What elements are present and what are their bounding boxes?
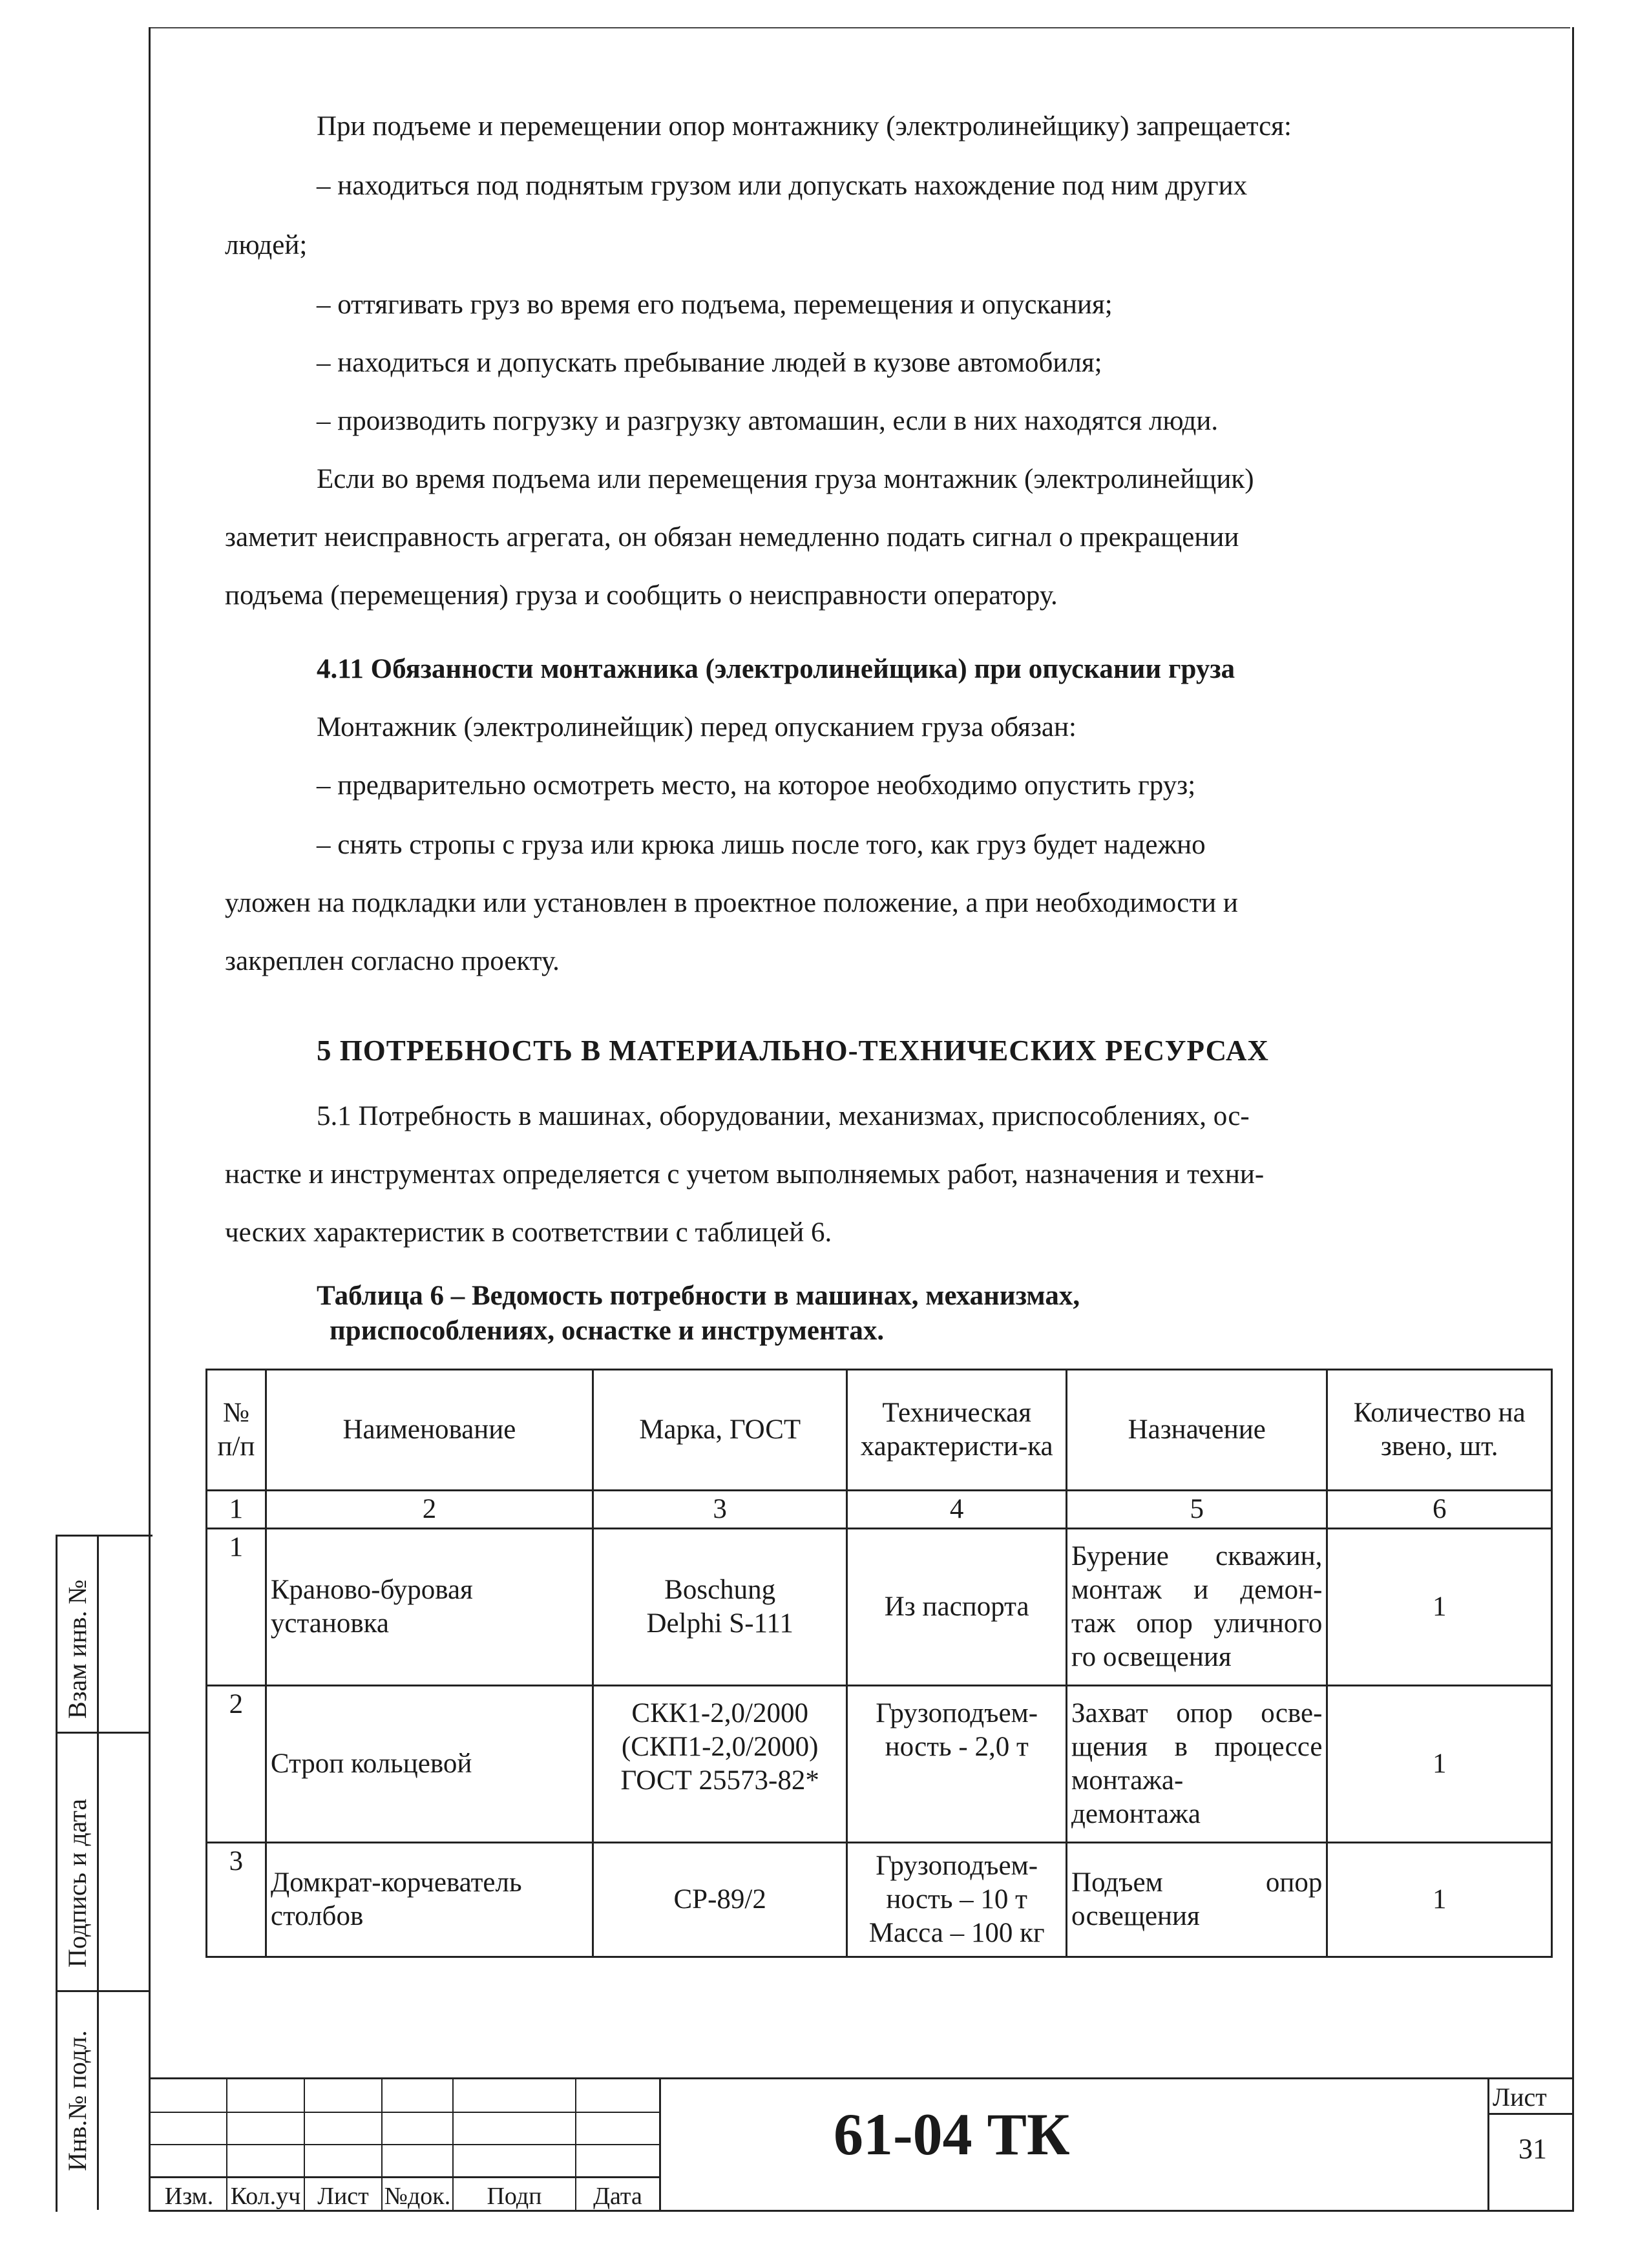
purpose-line: монтажа-	[1071, 1765, 1184, 1796]
list-item: – находиться под поднятым грузом или допускать нахождение под ним других	[317, 171, 1248, 201]
col-kol-uch: Кол.уч	[230, 2183, 301, 2210]
row-qty: 1	[1327, 1529, 1552, 1686]
paragraph-continuation: закреплен согласно проекту.	[225, 946, 560, 976]
header-cell: Назначение	[1067, 1370, 1327, 1491]
section-heading: 4.11 Обязанности монтажника (электролинейщика) при опускании груза	[317, 654, 1235, 684]
row-tech	[847, 1686, 1067, 1843]
purpose-line: го освещения	[1071, 1642, 1232, 1672]
column-number: 5	[1067, 1491, 1327, 1529]
list-item: – предварительно осмотреть место, на которое необходимо опустить груз;	[317, 770, 1196, 801]
paragraph-continuation: заметит неисправность агрегата, он обязан немедленно подать сигнал о прекращении	[225, 522, 1239, 552]
chapter-heading: 5 ПОТРЕБНОСТЬ В МАТЕРИАЛЬНО-ТЕХНИЧЕСКИХ РЕСУРСАХ	[317, 1034, 1269, 1067]
tech-line: ность – 10 т	[886, 1884, 1027, 1915]
column-number: 2	[266, 1491, 593, 1529]
side-stamp-rule	[56, 1990, 151, 1992]
brand-line: (СКП1-2,0/2000)	[621, 1732, 819, 1762]
table-caption: Таблица 6 – Ведомость потребности в машинах, механизмах,	[317, 1281, 1080, 1311]
paragraph-continuation: уложен на подкладки или установлен в проектное положение, а при необходимости и	[225, 888, 1238, 918]
paragraph: 5.1 Потребность в машинах, оборудовании, механизмах, приспособлениях, ос-	[317, 1101, 1250, 1131]
inv-podl-label: Инв.№ подл.	[63, 2030, 92, 2171]
brand-line: ГОСТ 25573-82*	[620, 1765, 819, 1796]
paragraph: Если во время подъема или перемещения груза монтажник (электролинейщик)	[317, 464, 1254, 494]
tech-line: ность - 2,0 т	[885, 1732, 1029, 1762]
purpose-line: демонтажа	[1071, 1799, 1201, 1829]
purpose-line: таж опор уличного	[1071, 1608, 1323, 1639]
header-cell: № п/п	[207, 1370, 266, 1491]
purpose-line: щения в процессе	[1071, 1732, 1323, 1762]
table-number-row	[207, 1491, 1552, 1529]
header-cell: Техническая характеристи-ка	[847, 1370, 1067, 1491]
column-number: 3	[593, 1491, 847, 1529]
vzam-inv-label: Взам инв. №	[63, 1579, 92, 1719]
podpis-data-label: Подпись и дата	[63, 1798, 92, 1968]
table-row	[207, 1529, 1552, 1686]
row-number: 2	[207, 1686, 266, 1843]
tech-line: Грузоподъем-	[876, 1851, 1038, 1881]
brand-line: Delphi S-111	[646, 1608, 793, 1639]
table-row	[207, 1843, 1552, 1957]
column-number: 1	[207, 1491, 266, 1529]
col-list: Лист	[317, 2183, 369, 2210]
column-number: 6	[1327, 1491, 1552, 1529]
row-brand: СР-89/2	[593, 1843, 847, 1957]
purpose-line: монтаж и демон-	[1071, 1575, 1323, 1605]
purpose-line: освещения	[1071, 1901, 1200, 1931]
header-cell: Наименование	[266, 1370, 593, 1491]
side-stamp-rule	[56, 1732, 151, 1734]
row-name: Строп кольцевой	[266, 1686, 593, 1843]
paragraph-continuation: настке и инструментах определяется с учетом выполняемых работ, назначения и техни-	[225, 1159, 1265, 1190]
row-purpose	[1067, 1529, 1327, 1686]
paragraph: Монтажник (электролинейщик) перед опусканием груза обязан:	[317, 712, 1077, 742]
row-number: 1	[207, 1529, 266, 1686]
row-qty: 1	[1327, 1843, 1552, 1957]
brand-line: СКК1-2,0/2000	[631, 1698, 808, 1728]
col-izm: Изм.	[164, 2183, 214, 2210]
table-header-row	[207, 1370, 1552, 1491]
col-ndok: №док.	[384, 2183, 451, 2210]
row-brand	[593, 1686, 847, 1843]
col-podp: Подп	[487, 2183, 542, 2210]
table-caption: приспособлениях, оснастке и инструментах.	[330, 1316, 885, 1346]
sheet-number: 31	[1518, 2133, 1547, 2165]
row-qty: 1	[1327, 1686, 1552, 1843]
list-item: – производить погрузку и разгрузку автомашин, если в них находятся люди.	[317, 406, 1219, 436]
document-code: 61-04 ТК	[834, 2101, 1070, 2167]
purpose-line: Захват опор осве-	[1071, 1698, 1323, 1728]
row-tech	[847, 1843, 1067, 1957]
header-cell: Количество на звено, шт.	[1327, 1370, 1552, 1491]
header-cell: Марка, ГОСТ	[593, 1370, 847, 1491]
paragraph-continuation: подъема (перемещения) груза и сообщить о неисправности оператору.	[225, 580, 1058, 611]
tech-line: Грузоподъем-	[876, 1698, 1038, 1728]
paragraph-continuation: ческих характеристик в соответствии с таблицей 6.	[225, 1217, 832, 1248]
row-name: Домкрат-корчеватель столбов	[266, 1843, 593, 1957]
list-item: – снять стропы с груза или крюка лишь после того, как груз будет надежно	[317, 830, 1206, 860]
paragraph-continuation: людей;	[225, 230, 308, 260]
column-number: 4	[847, 1491, 1067, 1529]
table-row	[207, 1686, 1552, 1843]
brand-line: Boschung	[664, 1575, 776, 1605]
tech-line: Масса – 100 кг	[868, 1918, 1045, 1948]
row-purpose	[1067, 1843, 1327, 1957]
sheet-label: Лист	[1493, 2083, 1547, 2112]
side-stamp-divider	[97, 1535, 99, 2210]
list-item: – находиться и допускать пребывание людей в кузове автомобиля;	[317, 348, 1102, 378]
purpose-line: Подъем опор	[1071, 1867, 1323, 1898]
resources-table	[205, 1369, 1553, 1958]
row-name: Краново-буровая установка	[266, 1529, 593, 1686]
row-brand	[593, 1529, 847, 1686]
list-item: – оттягивать груз во время его подъема, перемещения и опускания;	[317, 289, 1113, 320]
row-number: 3	[207, 1843, 266, 1957]
title-block-grid	[149, 2079, 661, 2212]
row-purpose	[1067, 1686, 1327, 1843]
purpose-line: Бурение скважин,	[1071, 1541, 1323, 1571]
col-data: Дата	[593, 2183, 642, 2210]
row-tech: Из паспорта	[847, 1529, 1067, 1686]
paragraph: При подъеме и перемещении опор монтажнику (электролинейщику) запрещается:	[317, 111, 1292, 142]
